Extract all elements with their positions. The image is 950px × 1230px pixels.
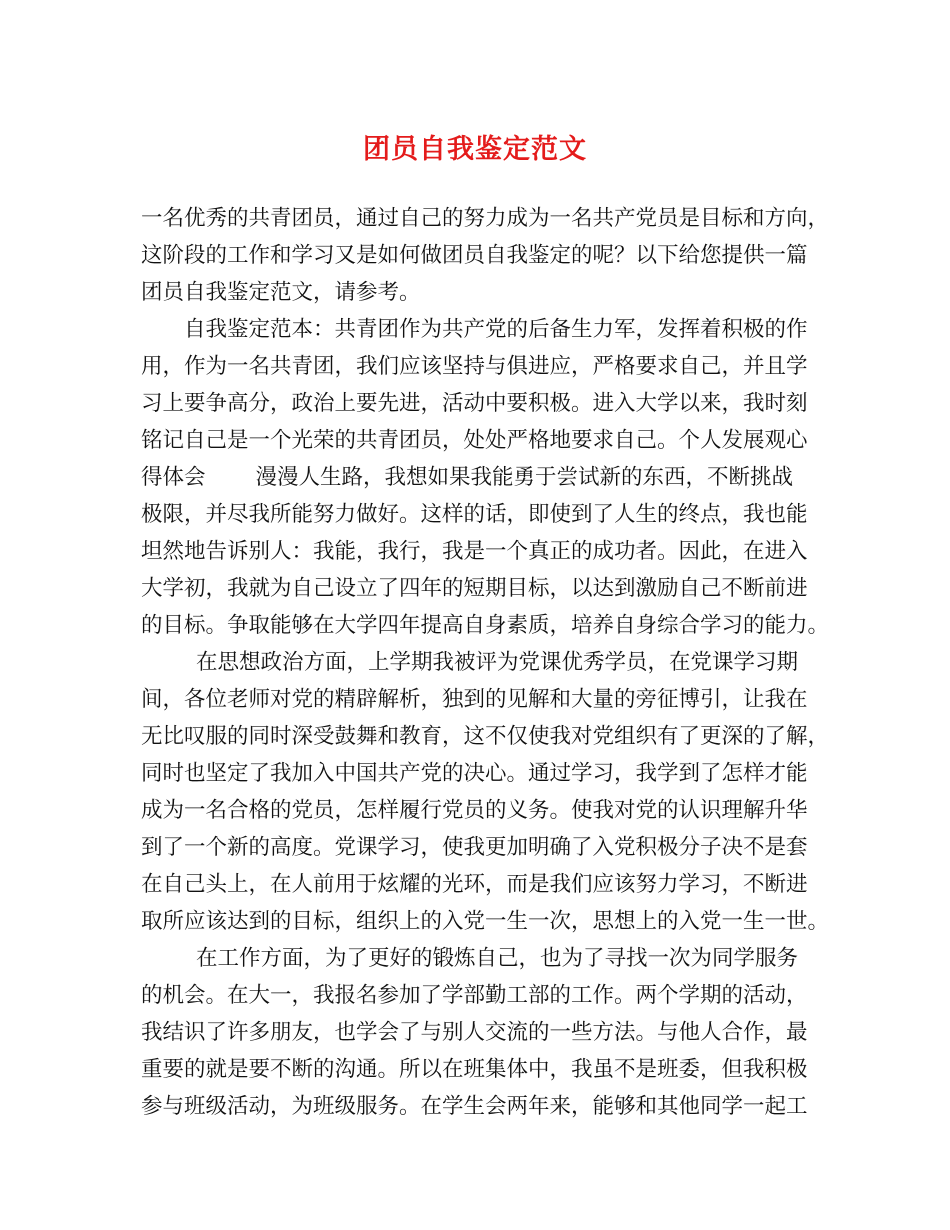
body-line: 到了一个新的高度。党课学习，使我更加明确了入党积极分子决不是套 xyxy=(141,835,808,860)
document-title: 团员自我鉴定范文 xyxy=(363,134,587,165)
body-line: 的机会。在大一，我报名参加了学部勤工部的工作。两个学期的活动， xyxy=(141,983,808,1008)
body-line: 间，各位老师对党的精辟解析，独到的见解和大量的旁征博引，让我在 xyxy=(141,687,808,712)
body-line: 大学初，我就为自己设立了四年的短期目标，以达到激励自己不断前进 xyxy=(141,576,808,601)
body-line: 极限，并尽我所能努力做好。这样的话，即使到了人生的终点，我也能 xyxy=(141,502,808,527)
body-line: 我结识了许多朋友，也学会了与别人交流的一些方法。与他人合作，最 xyxy=(141,1020,808,1045)
body-line: 无比叹服的同时深受鼓舞和教育，这不仅使我对党组织有了更深的了解， xyxy=(141,724,830,749)
body-line-split xyxy=(141,459,831,496)
body-line: 铭记自己是一个光荣的共青团员，处处严格地要求自己。个人发展观心 xyxy=(141,428,808,453)
body-line: 坦然地告诉别人：我能，我行，我是一个真正的成功者。因此，在进入 xyxy=(141,539,808,564)
body-line: 取所应该达到的目标，组织上的入党一生一次，思想上的入党一生一世。 xyxy=(141,909,830,934)
body-line: 的目标。争取能够在大学四年提高自身素质，培养自身综合学习的能力。 xyxy=(141,613,830,638)
body-line: 自我鉴定范本：共青团作为共产党的后备生力军，发挥着积极的作 xyxy=(184,317,808,342)
body-line: 在自己头上，在人前用于炫耀的光环，而是我们应该努力学习，不断进 xyxy=(141,872,808,897)
body-line: 同时也坚定了我加入中国共产党的决心。通过学习，我学到了怎样才能 xyxy=(141,761,808,786)
body-line: 在工作方面，为了更好的锻炼自己，也为了寻找一次为同学服务 xyxy=(196,946,799,971)
body-line: 重要的就是要不断的沟通。所以在班集体中，我虽不是班委，但我积极 xyxy=(141,1057,808,1082)
body-line: 这阶段的工作和学习又是如何做团员自我鉴定的呢？以下给您提供一篇 xyxy=(141,243,808,268)
body-line: 一名优秀的共青团员，通过自己的努力成为一名共产党员是目标和方向， xyxy=(141,206,830,231)
body-line: 团员自我鉴定范文，请参考。 xyxy=(141,280,421,305)
body-line: 参与班级活动，为班级服务。在学生会两年来，能够和其他同学一起工 xyxy=(141,1094,808,1119)
document-body xyxy=(141,200,831,1125)
body-line: 成为一名合格的党员，怎样履行党员的义务。使我对党的认识理解升华 xyxy=(141,798,808,823)
body-line: 在思想政治方面，上学期我被评为党课优秀学员，在党课学习期 xyxy=(196,650,799,675)
body-line-part: 得体会 xyxy=(141,465,206,490)
body-line: 习上要争高分，政治上要先进，活动中要积极。进入大学以来，我时刻 xyxy=(141,391,808,416)
body-line: 用，作为一名共青团，我们应该坚持与俱进应，严格要求自己，并且学 xyxy=(141,354,808,379)
body-line-part: 漫漫人生路，我想如果我能勇于尝试新的东西，不断挑战 xyxy=(255,465,794,490)
